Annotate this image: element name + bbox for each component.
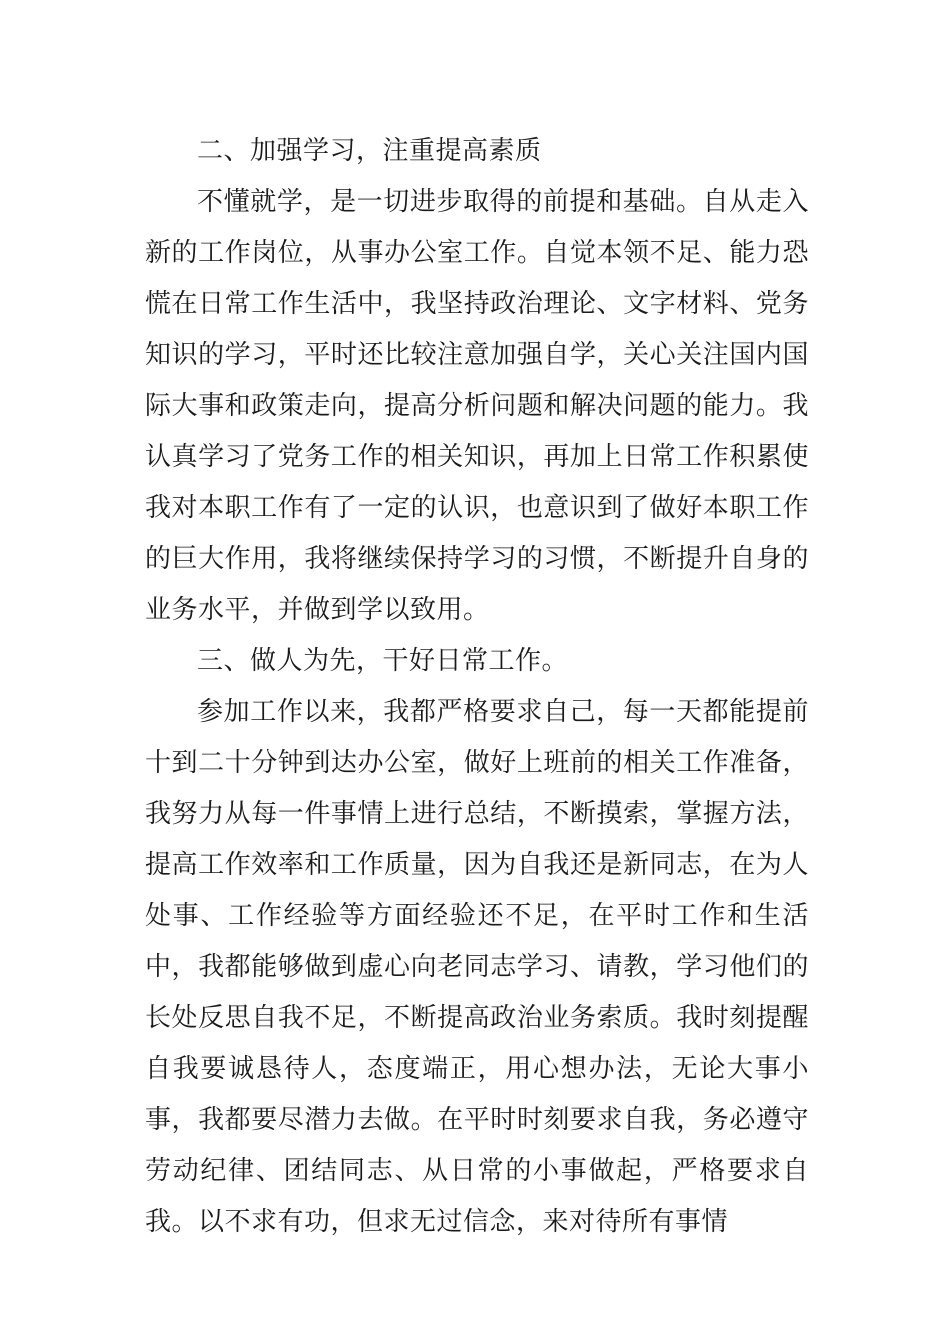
section-paragraph-conduct: 参加工作以来，我都严格要求自己，每一天都能提前十到二十分钟到达办公室，做好上班前的相关工作准备，我努力从每一件事情上进行总结，不断摸索，掌握方法，提高工作效率和工作质量，因为自我还是新同志，在为人处事、工作经验等方面经验还不足，在平时工作和生活中，我都能够做到虚心向老同志学习、请教，学习他们的长处反思自我不足，不断提高政治业务索质。我时刻提醒自我要诚恳待人，态度端正，用心想办法，无论大事小事，我都要尽潜力去做。在平时时刻要求自我，务必遵守劳动纪律、团结同志、从日常的小事做起，严格要求自我。以不求有功，但求无过信念，来对待所有事情: [145, 697, 809, 1237]
section-heading-conduct: 三、做人为先，干好日常工作。: [197, 646, 569, 676]
section-paragraph-study: 不懂就学，是一切进步取得的前提和基础。自从走入新的工作岗位，从事办公室工作。自觉本领不足、能力恐慌在日常工作生活中，我坚持政治理论、文字材料、党务知识的学习，平时还比较注意加强自学，关心关注国内国际大事和政策走向，提高分析问题和解决问题的能力。我认真学习了党务工作的相关知识，再加上日常工作积累使我对本职工作有了一定的认识，也意识到了做好本职工作的巨大作用，我将继续保持学习的习惯，不断提升自身的业务水平，并做到学以致用。: [145, 187, 809, 625]
document-body: [145, 126, 809, 1248]
section-heading-study: 二、加强学习，注重提高素质: [197, 136, 542, 166]
